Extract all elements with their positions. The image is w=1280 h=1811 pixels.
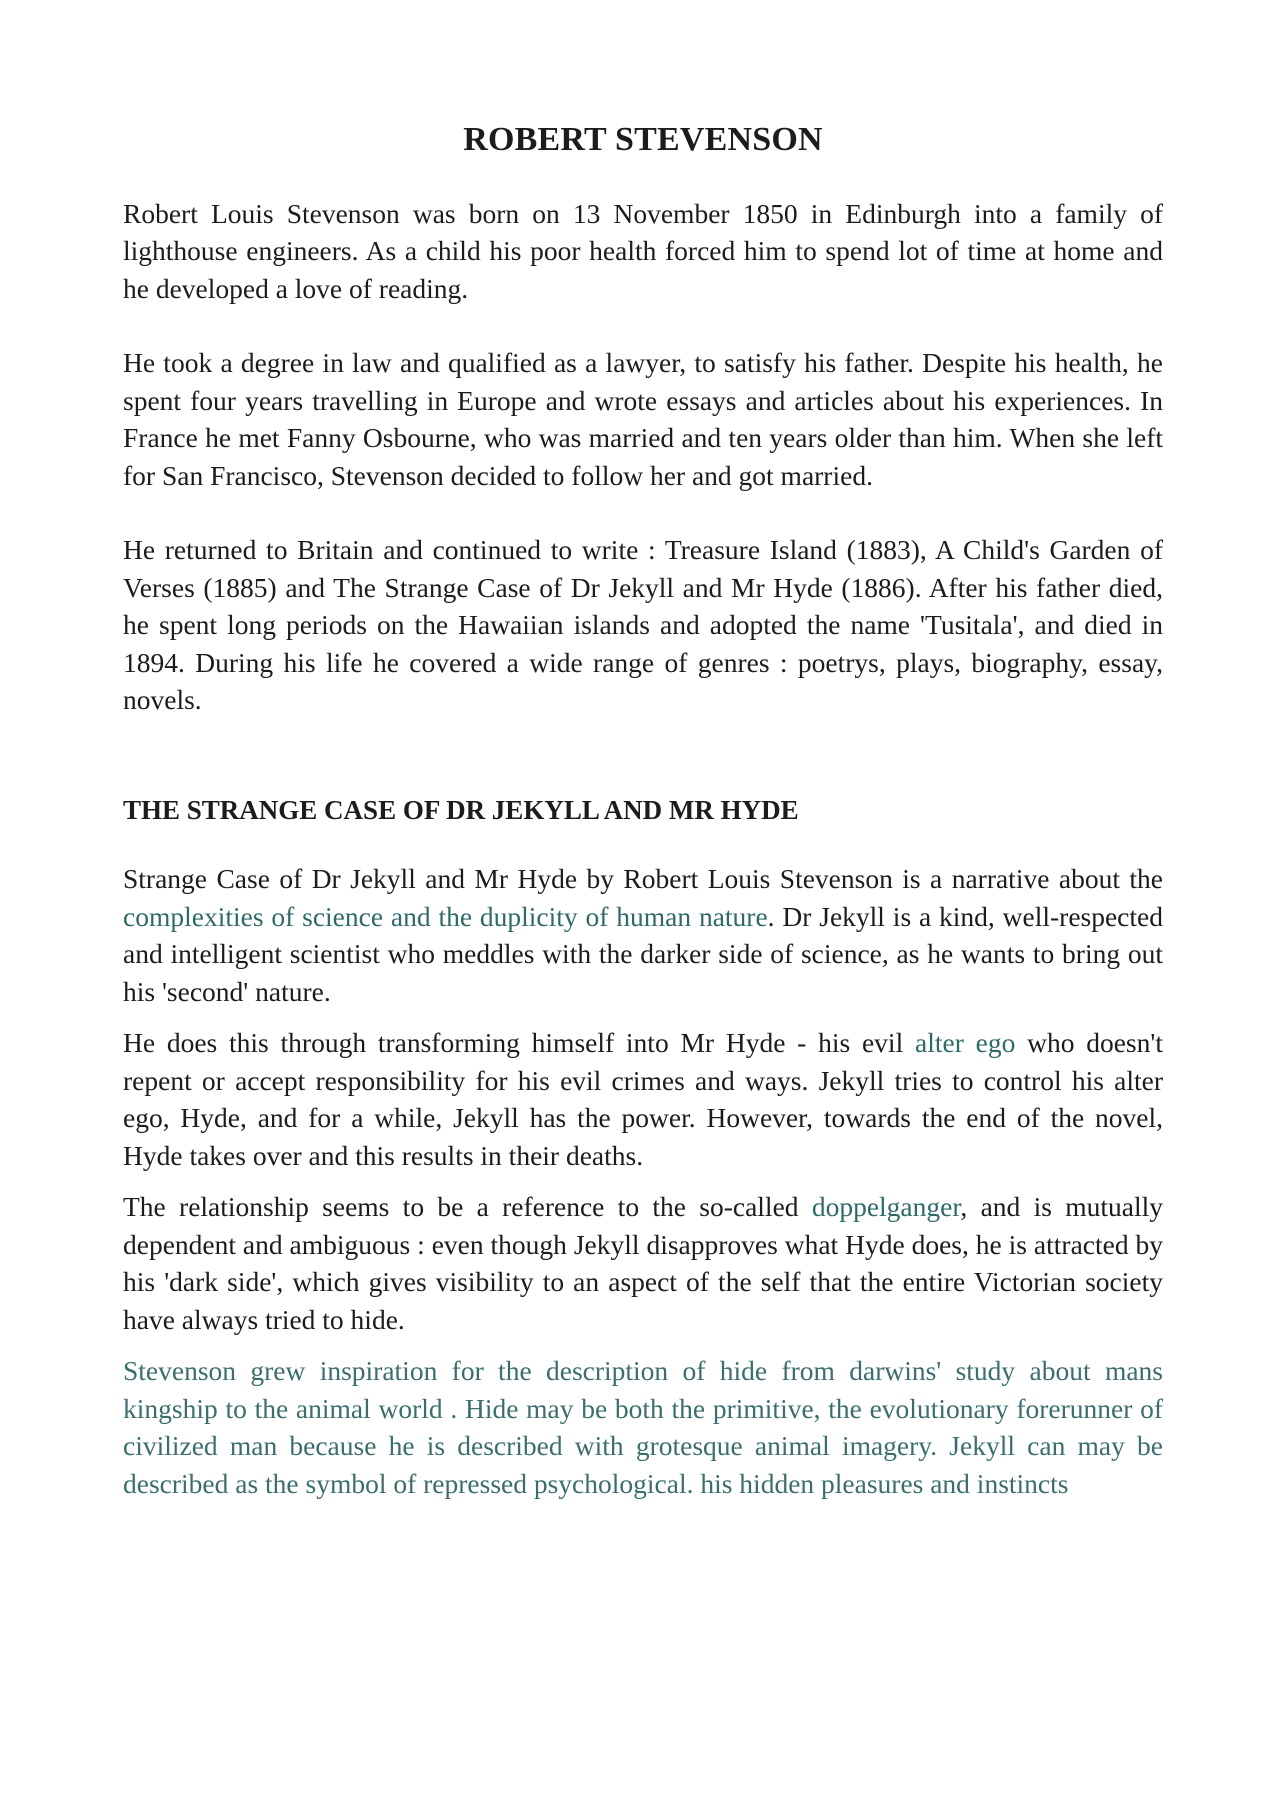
- paragraph-text: Strange Case of Dr Jekyll and Mr Hyde by Robert Louis Stevenson is a narrative about the: [123, 863, 1163, 895]
- highlighted-phrase: alter ego: [915, 1027, 1016, 1059]
- paragraph-text: The relationship seems to be a reference to the so-called: [123, 1191, 812, 1223]
- section-spacer: [123, 719, 1163, 794]
- paragraph-text: who doesn't repent or accept responsibility for his evil crimes and ways. Jekyll tries to control his alter ego, Hyde, and for a while, Jekyll has the power. However, towards the end of the novel, Hyde takes over and this results in their deaths.: [123, 1027, 1163, 1171]
- paragraph-text: He does this through transforming himself into Mr Hyde - his evil: [123, 1027, 915, 1059]
- novel-paragraph-1: [123, 860, 1163, 1010]
- novel-paragraph-4: Stevenson grew inspiration for the description of hide from darwins' study about mans kingship to the animal world . Hide may be both the primitive, the evolutionary forerunner of civilized man because he is described with grotesque animal imagery. Jekyll can may be described as the symbol of repressed psychological. his hidden pleasures and instincts: [123, 1355, 1163, 1499]
- novel-paragraph-2: [123, 1024, 1163, 1174]
- document-content: [123, 120, 1163, 1502]
- bio-paragraph-2: He took a degree in law and qualified as a lawyer, to satisfy his father. Despite his health, he spent four years travelling in Europe and wrote essays and articles about his experiences. In France he met Fanny Osbourne, who was married and ten years older than him. When she left for San Francisco, Stevenson decided to follow her and got married.: [123, 347, 1163, 491]
- novel-paragraph-3: [123, 1188, 1163, 1338]
- bio-paragraph-1: Robert Louis Stevenson was born on 13 November 1850 in Edinburgh into a family of lighthouse engineers. As a child his poor health forced him to spend lot of time at home and he developed a love of reading.: [123, 197, 1163, 304]
- highlighted-phrase: doppelganger: [811, 1191, 961, 1223]
- page-title: ROBERT STEVENSON: [463, 121, 823, 158]
- section-heading: THE STRANGE CASE OF DR JEKYLL AND MR HYDE: [123, 794, 799, 825]
- paragraph-text: . Dr Jekyll is a kind, well-respected and intelligent scientist who meddles with the darker side of science, as he wants to bring out his 'second' nature.: [123, 900, 1163, 1007]
- bio-paragraph-3: He returned to Britain and continued to write : Treasure Island (1883), A Child's Garden of Verses (1885) and The Strange Case of Dr Jekyll and Mr Hyde (1886). After his father died, he spent long periods on the Hawaiian islands and adopted the name 'Tusitala', and died in 1894. During his life he covered a wide range of genres : poetrys, plays, biography, essay, novels.: [123, 534, 1163, 716]
- paragraph-text: , and is mutually dependent and ambiguous : even though Jekyll disapproves what Hyde does, he is attracted by his 'dark side', which gives visibility to an aspect of the self that the entire Victorian society have always tried to hide.: [123, 1191, 1163, 1335]
- highlighted-phrase: complexities of science and the duplicity of human nature: [123, 900, 768, 932]
